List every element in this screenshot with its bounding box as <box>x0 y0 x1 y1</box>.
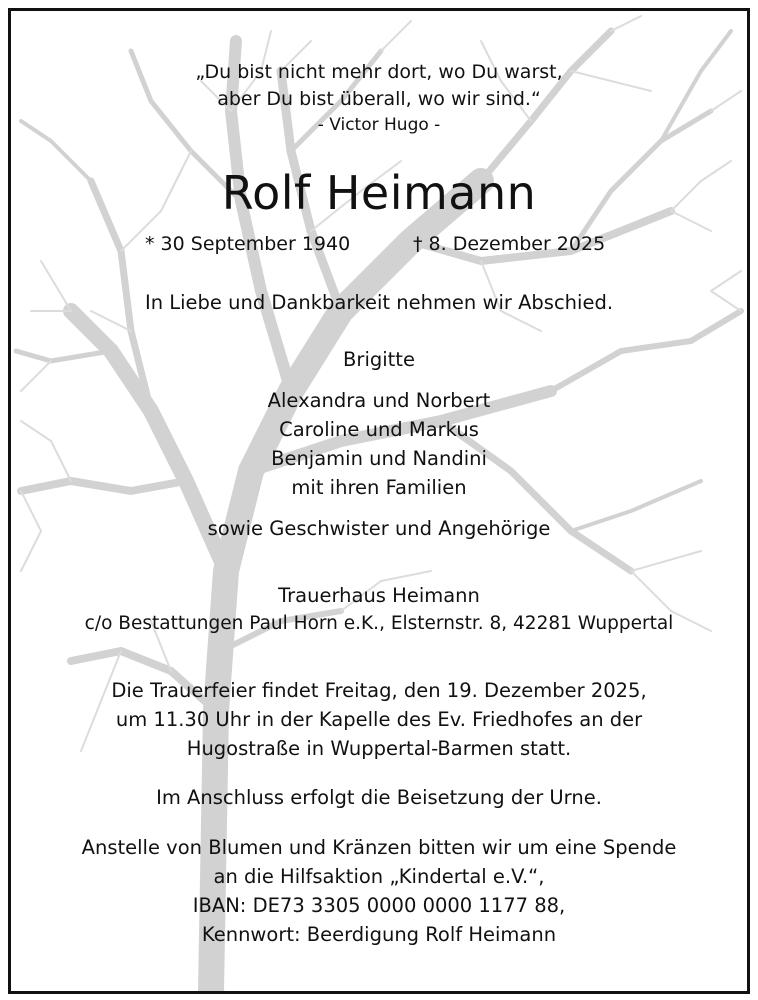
mourning-address: c/o Bestattungen Paul Horn e.K., Elsternstr. 8, 42281 Wuppertal <box>84 613 674 634</box>
quote-author: - Victor Hugo - <box>317 115 441 135</box>
donation-line-1: Anstelle von Blumen und Kränzen bitten wir um eine Spende <box>81 836 677 859</box>
farewell-text: In Liebe und Dankbarkeit nehmen wir Abschied. <box>144 291 614 314</box>
mourner-spouse: Brigitte <box>343 348 415 371</box>
donation-line-2: an die Hilfsaktion „Kindertal e.V.“, <box>213 865 545 888</box>
mourner-children-1: Alexandra und Norbert <box>267 389 491 412</box>
ceremony-line-3: Hugostraße in Wuppertal-Barmen statt. <box>186 737 572 760</box>
mourning-house: Trauerhaus Heimann <box>278 584 480 607</box>
donation-keyword: Kennwort: Beerdigung Rolf Heimann <box>201 923 557 946</box>
mourner-children-2: Caroline und Markus <box>279 418 479 441</box>
deceased-name: Rolf Heimann <box>221 166 537 220</box>
ceremony-line-1: Die Trauerfeier findet Freitag, den 19. Dezember 2025, <box>111 679 647 702</box>
ceremony-line-2: um 11.30 Uhr in der Kapelle des Ev. Friedhofes an der <box>115 708 643 731</box>
urn-burial-text: Im Anschluss erfolgt die Beisetzung der Urne. <box>156 786 602 809</box>
death-date: † 8. Dezember 2025 <box>413 233 606 255</box>
obituary-frame <box>8 8 750 994</box>
mourner-others: sowie Geschwister und Angehörige <box>207 517 551 540</box>
mourner-children-3: Benjamin und Nandini <box>271 447 487 470</box>
life-dates <box>11 233 747 259</box>
quote-line-1: „Du bist nicht mehr dort, wo Du warst, <box>195 61 563 83</box>
birth-date: * 30 September 1940 <box>145 233 351 255</box>
donation-iban: IBAN: DE73 3305 0000 0000 1177 88, <box>192 894 566 917</box>
mourner-children-4: mit ihren Familien <box>291 476 467 499</box>
quote-line-2: aber Du bist überall, wo wir sind.“ <box>217 88 541 110</box>
